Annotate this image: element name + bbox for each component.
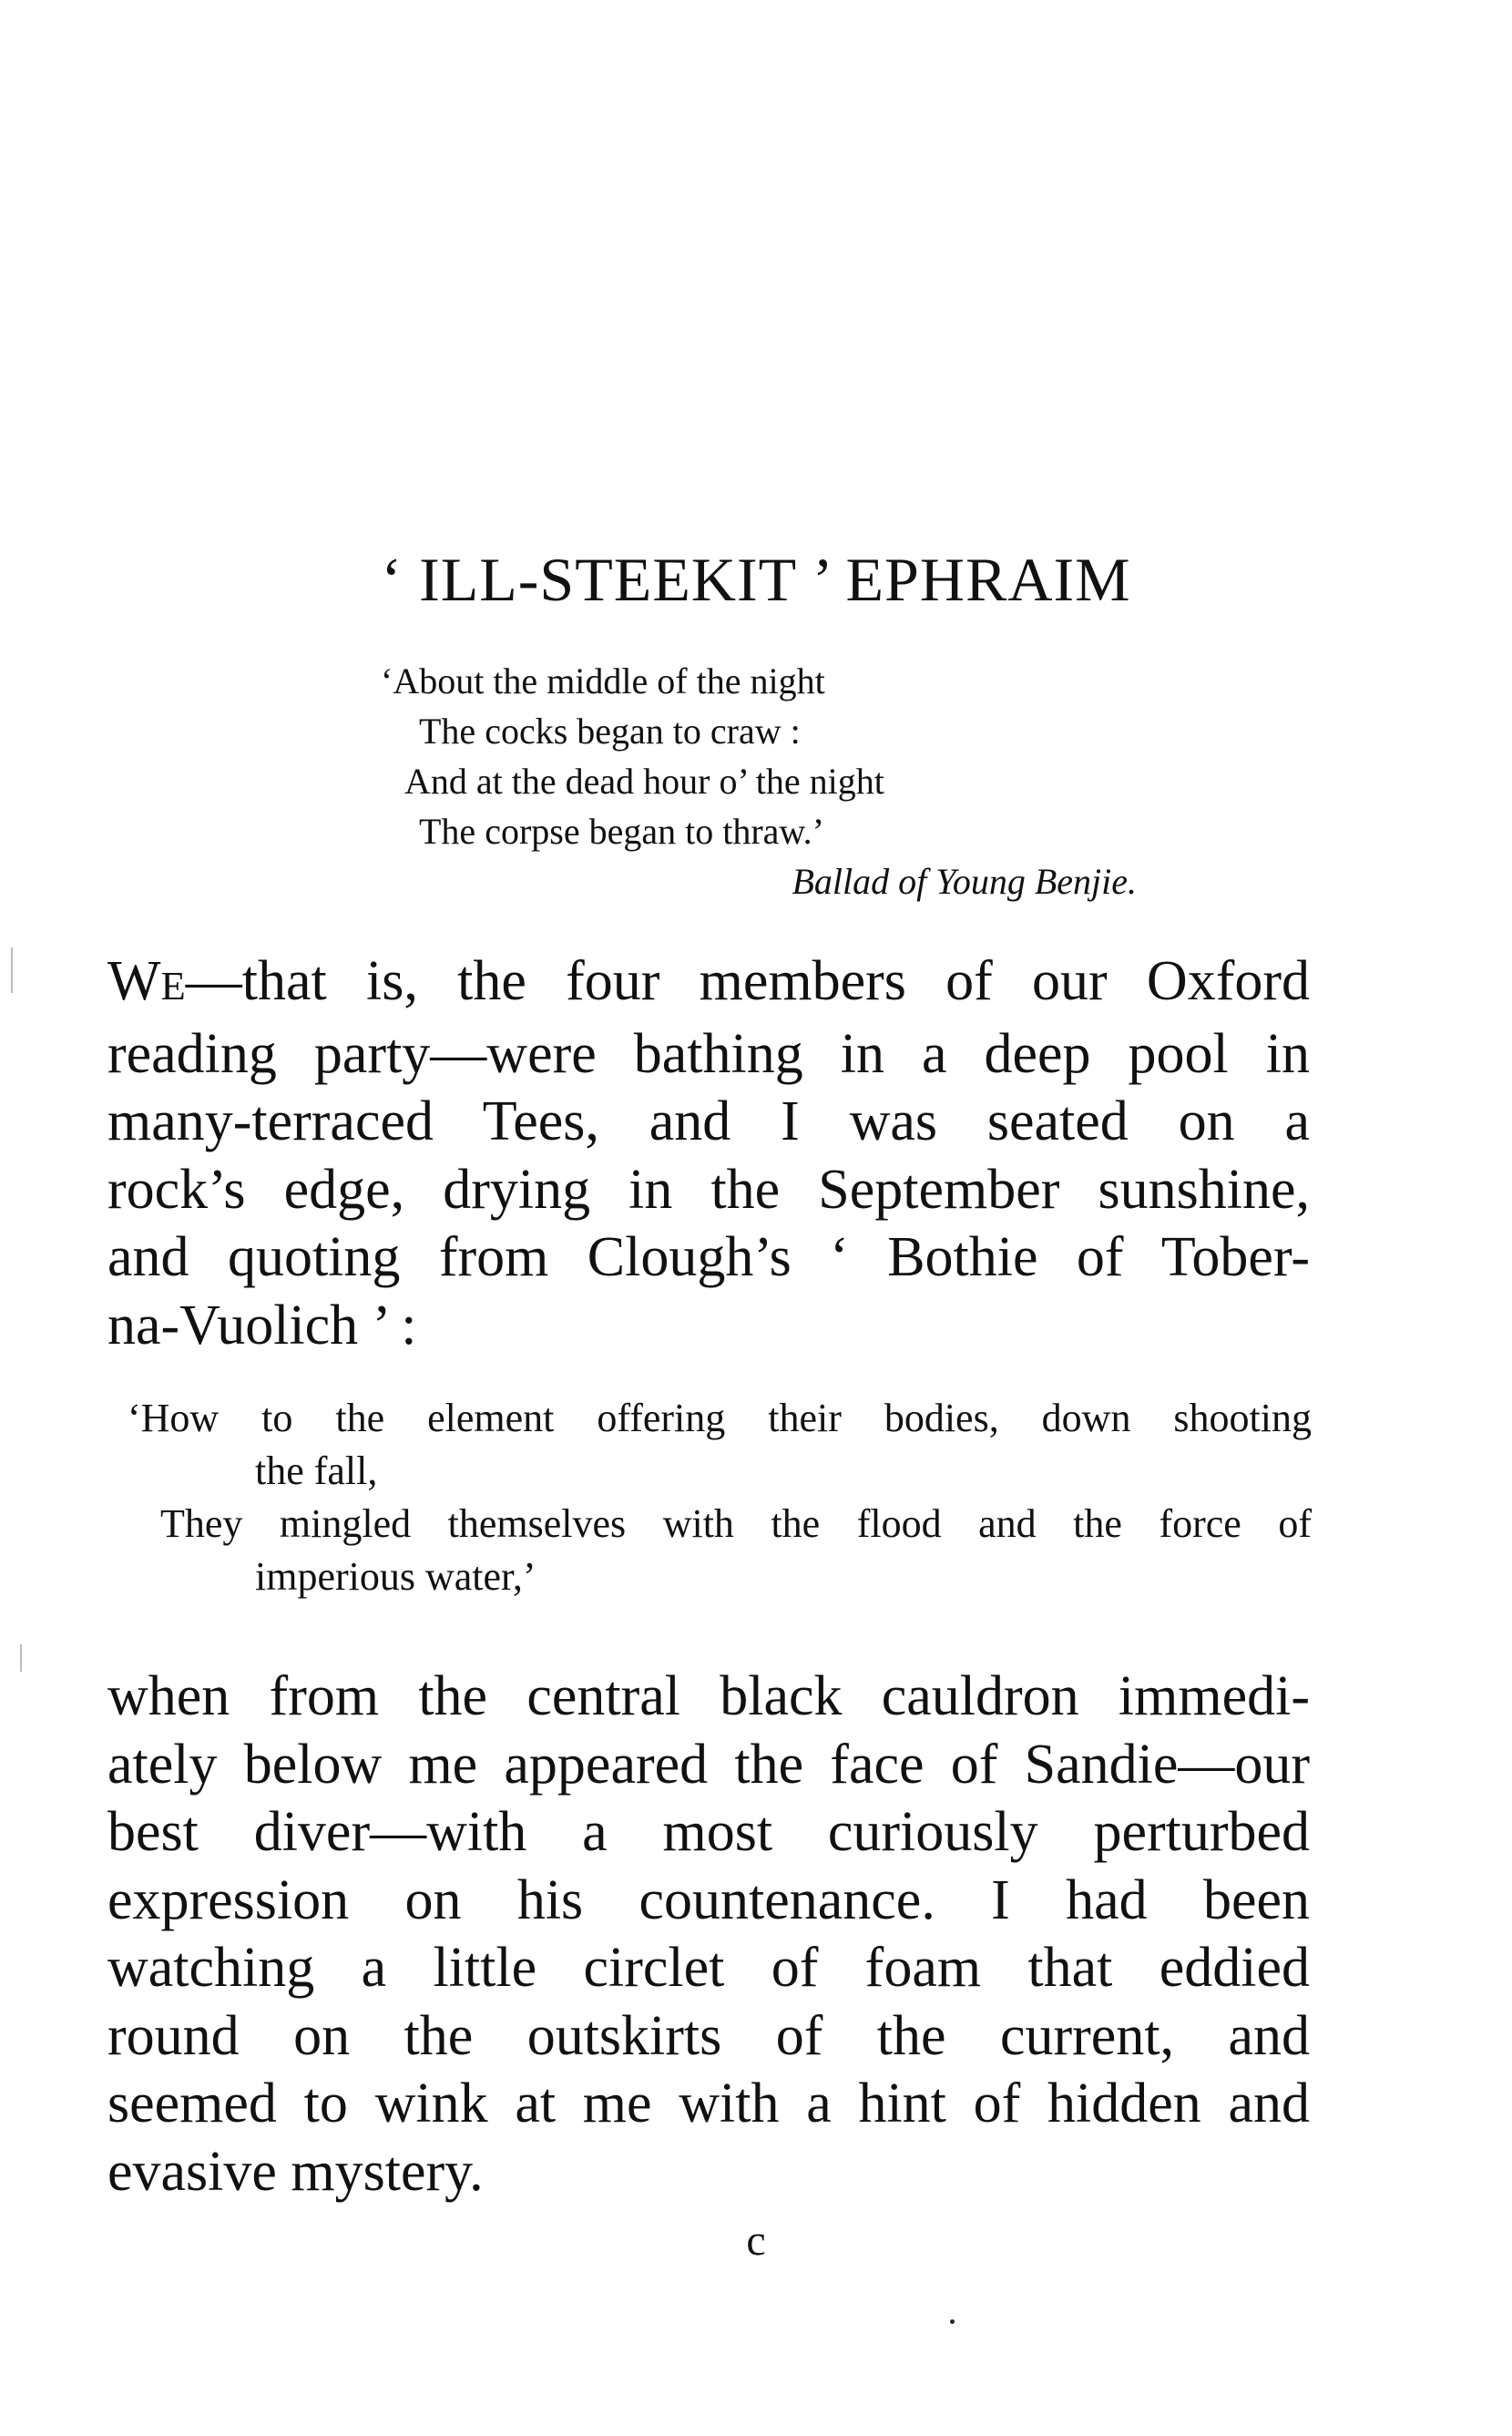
paragraph-2: [107, 1663, 1310, 2206]
chapter-title: ‘ ILL-STEEKIT ’ EPHRAIM: [381, 545, 1131, 614]
epigraph-line: The cocks began to craw :: [419, 711, 801, 752]
epigraph-attribution: Ballad of Young Benjie.: [792, 861, 1137, 902]
paragraph-line: seemed to wink at me with a hint of hidden and: [107, 2073, 1310, 2134]
scan-mark: [20, 1644, 22, 1672]
paragraph-line: ately below me appeared the face of Sandie—our: [107, 1733, 1310, 1796]
signature-mark: c: [746, 2216, 766, 2265]
quote-line: ‘How to the element offering their bodies, down shooting: [128, 1396, 1312, 1440]
paragraph-line: evasive mystery.: [107, 2140, 484, 2203]
quote-line: They mingled themselves with the flood and the force of: [160, 1501, 1312, 1546]
speck: [950, 2319, 955, 2324]
paragraph-line: rock’s edge, drying in the September sunshine,: [107, 1158, 1310, 1221]
paragraph-1: [107, 947, 1310, 1359]
paragraph-line: best diver—with a most curiously perturbed: [107, 1801, 1310, 1863]
epigraph-line: ‘About the middle of the night: [381, 660, 825, 701]
verse-quotation: [128, 1392, 1312, 1603]
paragraph-line: many-terraced Tees, and I was seated on a: [107, 1090, 1310, 1152]
paragraph-line: expression on his countenance. I had been: [107, 1868, 1310, 1931]
paragraph-line: na-Vuolich ’ :: [107, 1294, 417, 1356]
paragraph-line: watching a little circlet of foam that eddied: [107, 1937, 1310, 1999]
paragraph-line: and quoting from Clough’s ‘ Bothie of Tober-: [107, 1226, 1310, 1288]
paragraph-line: reading party—were bathing in a deep pool in: [107, 1022, 1310, 1085]
quote-line: the fall,: [255, 1448, 378, 1493]
epigraph-line: And at the dead hour o’ the night: [404, 761, 884, 802]
quote-line: imperious water,’: [255, 1554, 536, 1599]
epigraph-line: The corpse began to thraw.’: [419, 811, 824, 852]
scan-mark: [11, 947, 13, 993]
paragraph-line: round on the outskirts of the current, and: [107, 2004, 1310, 2067]
paragraph-line: WE—that is, the four members of our Oxford: [107, 950, 1310, 1012]
paragraph-line: when from the central black cauldron immedi-: [107, 1665, 1310, 1727]
epigraph: [381, 656, 1137, 906]
